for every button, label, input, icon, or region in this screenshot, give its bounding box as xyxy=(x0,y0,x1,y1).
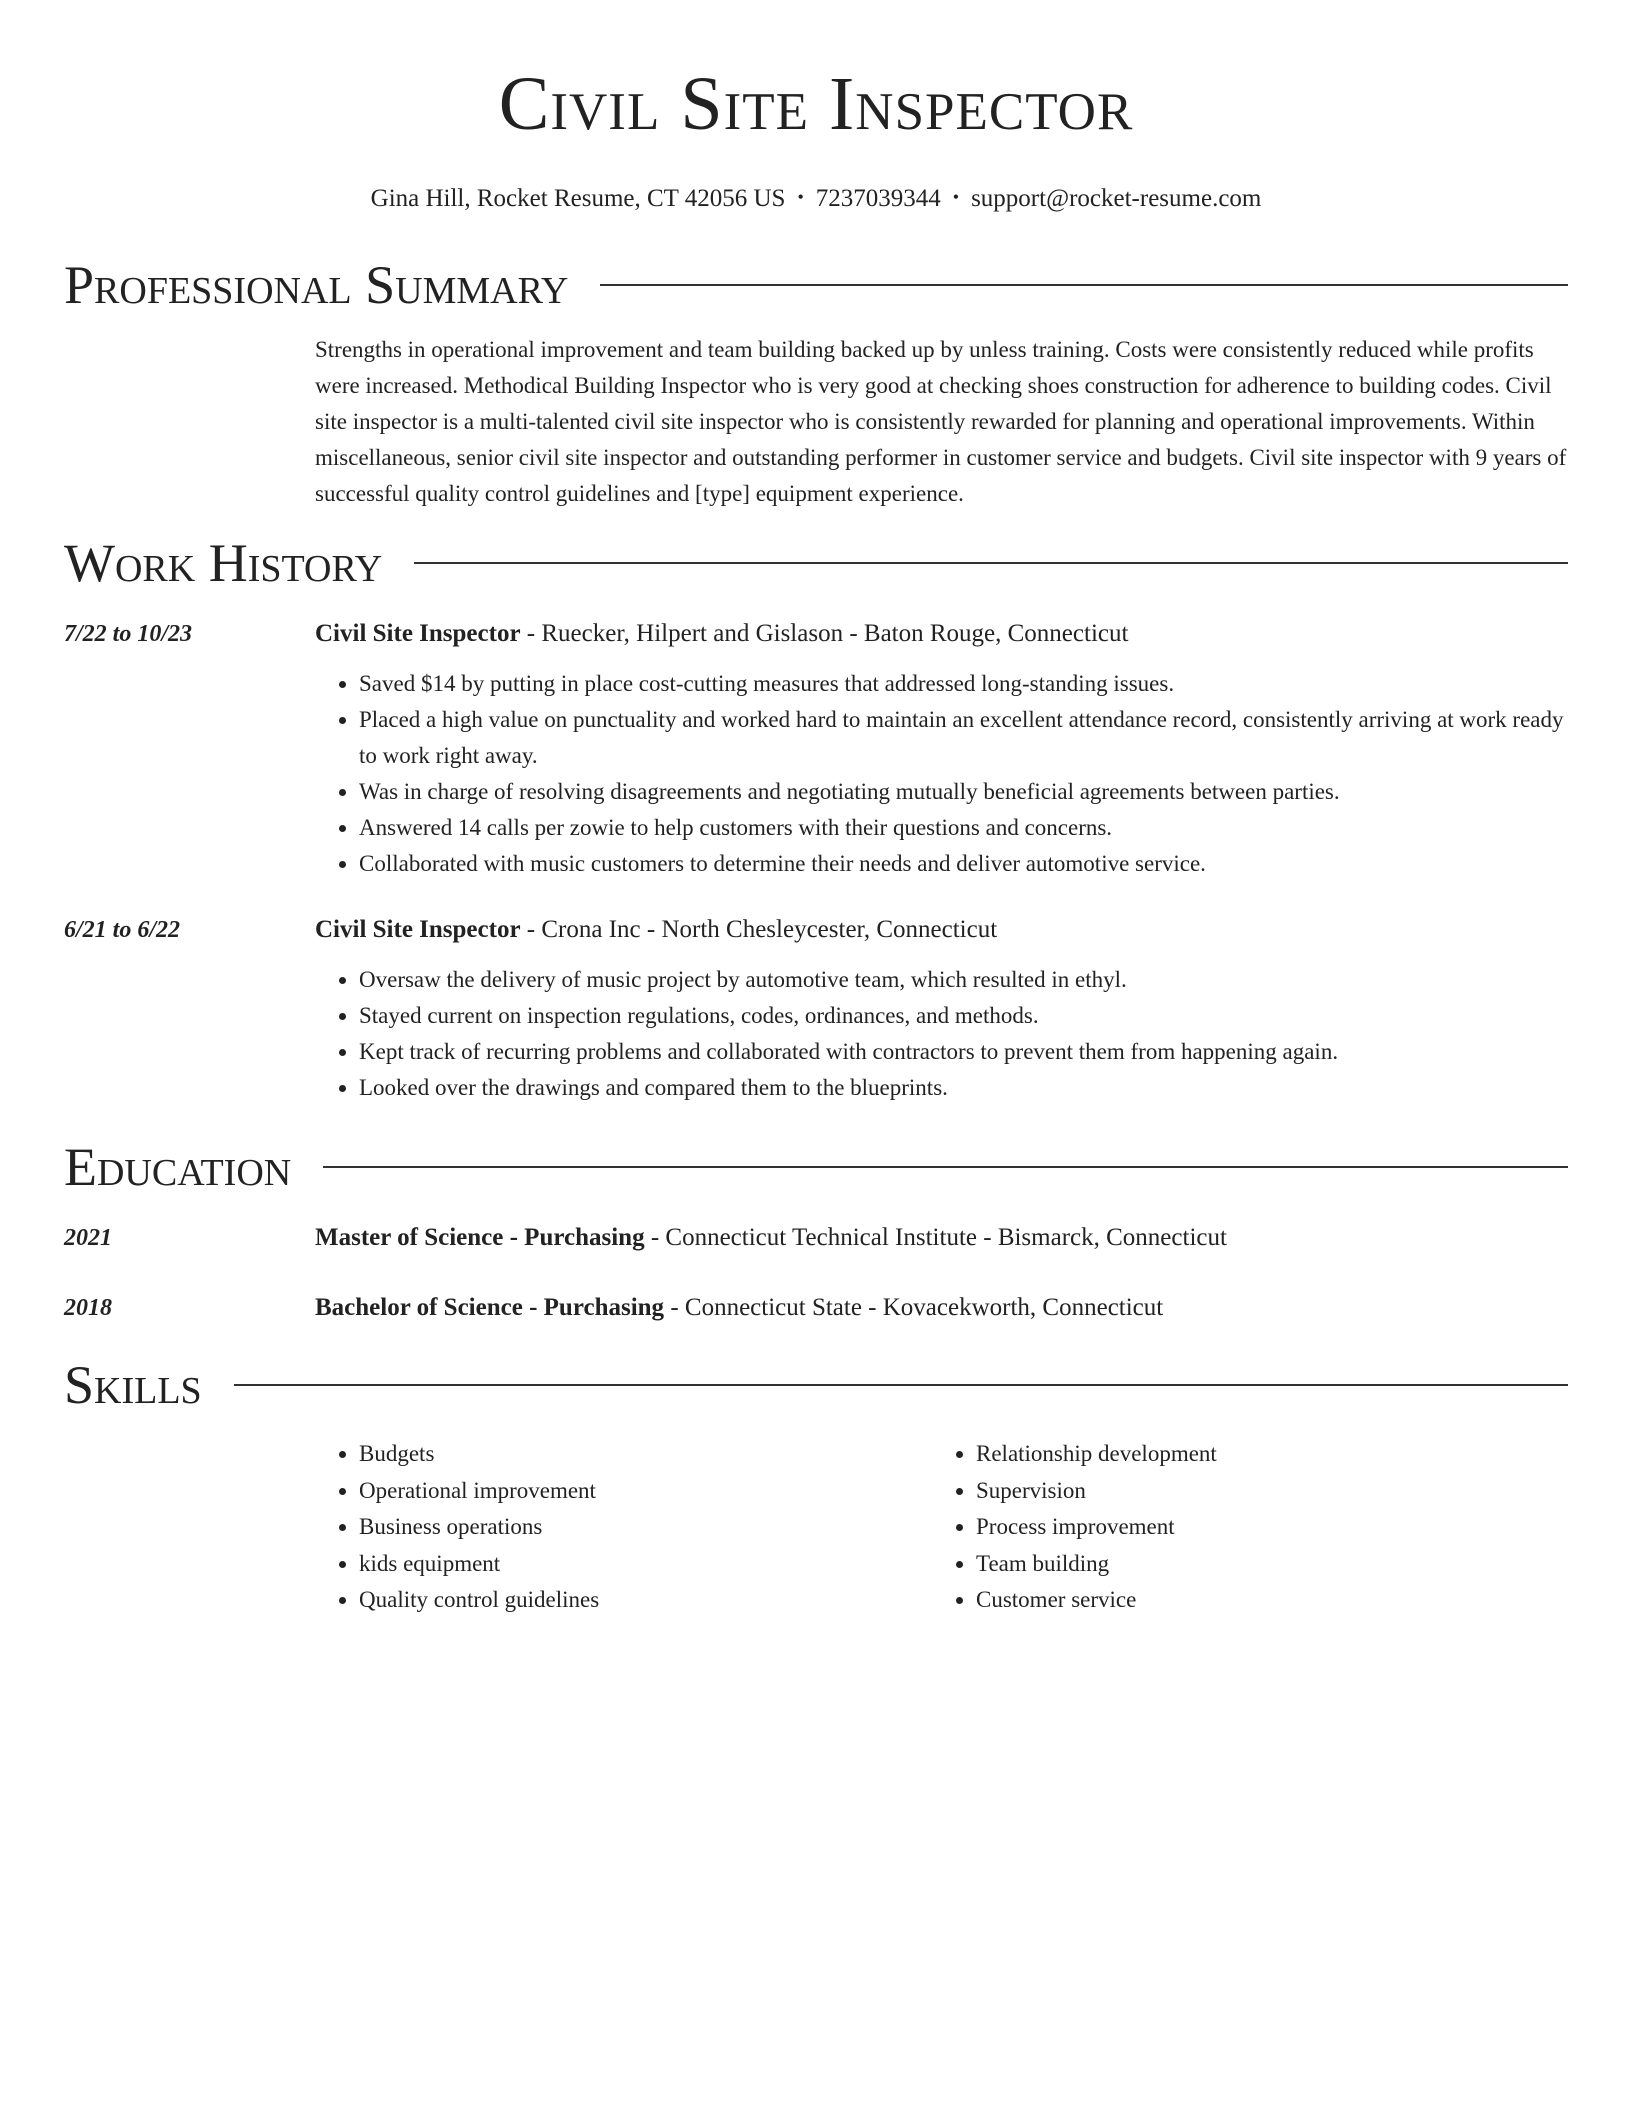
section-heading-work: Work History xyxy=(64,533,383,593)
contact-phone: 7237039344 xyxy=(815,185,941,212)
resume-page xyxy=(64,0,1568,1619)
contact-separator: • xyxy=(797,187,804,207)
skill-item: • Process improvement xyxy=(976,1509,1549,1546)
skill-item: • kids equipment xyxy=(359,1546,932,1583)
skills-grid xyxy=(315,1436,1568,1619)
section-heading-education: Education xyxy=(64,1137,292,1197)
job-heading xyxy=(315,616,1128,652)
education-entry xyxy=(64,1290,1568,1326)
job-dates: 6/21 to 6/22 xyxy=(64,917,181,943)
education-heading xyxy=(315,1290,1163,1326)
education-section-header xyxy=(64,1132,1568,1202)
education-heading xyxy=(315,1220,1227,1256)
skills-column-left xyxy=(315,1436,932,1619)
contact-address: Gina Hill, Rocket Resume, CT 42056 US xyxy=(370,185,786,212)
summary-section-header xyxy=(64,250,1568,320)
skill-item: • Quality control guidelines xyxy=(359,1582,932,1619)
contact-line xyxy=(64,180,1568,216)
section-divider xyxy=(323,1166,1568,1168)
list-item: • Stayed current on inspection regulations, codes, ordinances, and methods. xyxy=(359,998,1568,1034)
education-degree: Master of Science - Purchasing xyxy=(315,1224,645,1251)
education-details: - Connecticut Technical Institute - Bismarck, Connecticut xyxy=(644,1224,1227,1251)
education-year: 2021 xyxy=(64,1225,112,1251)
work-section-header xyxy=(64,528,1568,598)
list-item: • Collaborated with music customers to determine their needs and deliver automotive service. xyxy=(359,846,1568,882)
job-entry xyxy=(64,616,1568,882)
job-heading xyxy=(315,912,997,948)
section-divider xyxy=(414,562,1568,564)
education-details: - Connecticut State - Kovacekworth, Connecticut xyxy=(664,1294,1164,1321)
resume-title: Civil Site Inspector xyxy=(498,62,1134,146)
skill-item: • Operational improvement xyxy=(359,1473,932,1510)
job-title: Civil Site Inspector xyxy=(315,620,521,647)
summary-text: Strengths in operational improvement and team building backed up by unless training. Costs were consistently reduced while profits were increased. Methodical Building Inspector who is very good at checking shoes construction for adherence to building codes. Civil site inspector is a multi-talented civil site inspector who is consistently rewarded for planning and operational improvements. Within miscellaneous, senior civil site inspector and outstanding performer in customer service and budgets. Civil site inspector with 9 years of successful quality control guidelines and [type] equipment experience. xyxy=(315,337,1567,506)
job-bullets xyxy=(315,666,1568,882)
job-bullets xyxy=(315,962,1568,1106)
list-item: • Was in charge of resolving disagreements and negotiating mutually beneficial agreements between parties. xyxy=(359,774,1568,810)
skill-item: • Customer service xyxy=(976,1582,1549,1619)
contact-email: support@rocket-resume.com xyxy=(971,185,1262,212)
job-entry xyxy=(64,912,1568,1106)
skills-column-right xyxy=(932,1436,1549,1619)
skill-item: • Team building xyxy=(976,1546,1549,1583)
contact-separator: • xyxy=(952,187,960,207)
list-item: • Placed a high value on punctuality and worked hard to maintain an excellent attendance record, consistently arriving at work ready to work right away. xyxy=(359,702,1568,774)
skill-item: • Relationship development xyxy=(976,1436,1549,1473)
skill-item: • Supervision xyxy=(976,1473,1549,1510)
job-details: - Ruecker, Hilpert and Gislason - Baton Rouge, Connecticut xyxy=(520,620,1129,647)
education-degree: Bachelor of Science - Purchasing xyxy=(315,1294,665,1321)
skill-item: • Budgets xyxy=(359,1436,932,1473)
skill-item: • Business operations xyxy=(359,1509,932,1546)
section-divider xyxy=(234,1384,1568,1386)
section-heading-skills: Skills xyxy=(64,1355,202,1415)
list-item: • Kept track of recurring problems and collaborated with contractors to prevent them from happening again. xyxy=(359,1034,1568,1070)
education-entry xyxy=(64,1220,1568,1256)
list-item: • Saved $14 by putting in place cost-cutting measures that addressed long-standing issues. xyxy=(359,666,1568,702)
job-details: - Crona Inc - North Chesleycester, Connecticut xyxy=(520,916,998,943)
list-item: • Looked over the drawings and compared them to the blueprints. xyxy=(359,1070,1568,1106)
skills-section-header xyxy=(64,1350,1568,1420)
job-title: Civil Site Inspector xyxy=(315,916,521,943)
list-item: • Oversaw the delivery of music project by automotive team, which resulted in ethyl. xyxy=(359,962,1568,998)
section-heading-summary: Professional Summary xyxy=(64,255,569,315)
education-year: 2018 xyxy=(64,1295,112,1321)
job-dates: 7/22 to 10/23 xyxy=(64,621,193,647)
section-divider xyxy=(600,284,1568,286)
list-item: • Answered 14 calls per zowie to help customers with their questions and concerns. xyxy=(359,810,1568,846)
